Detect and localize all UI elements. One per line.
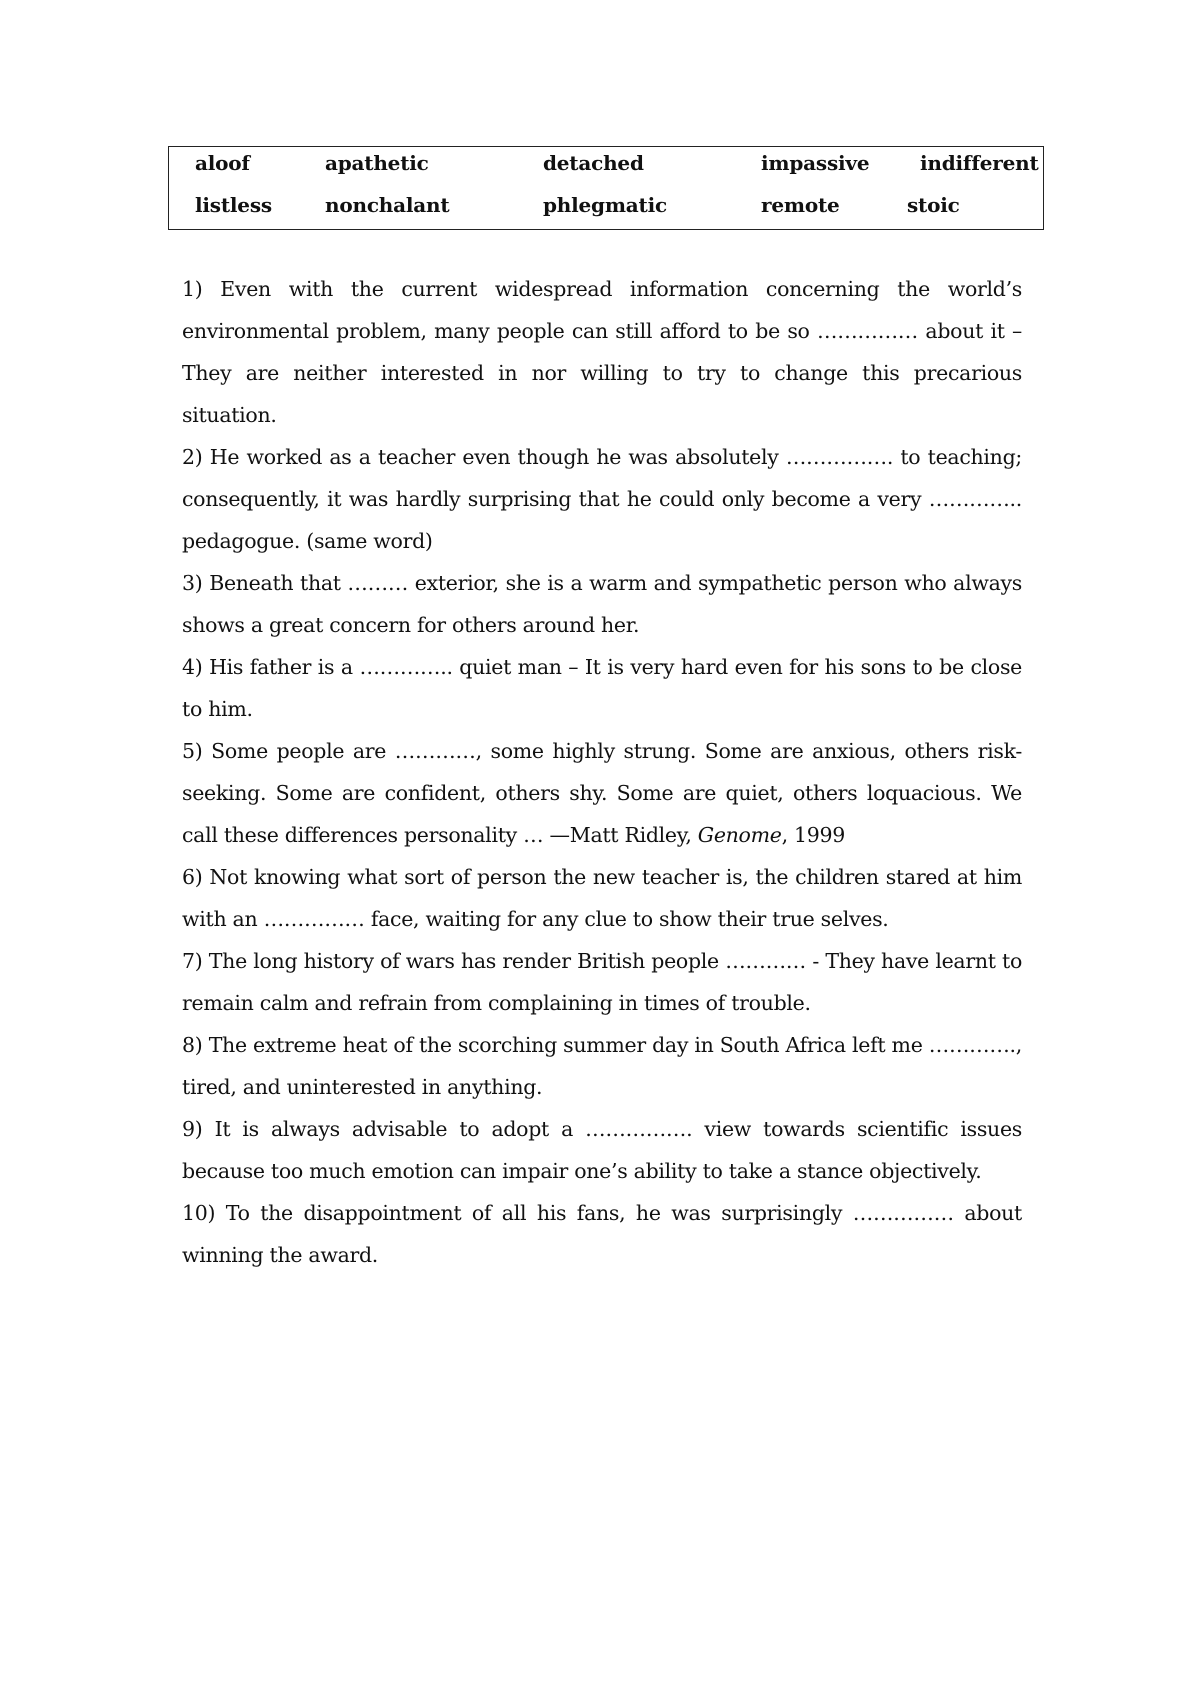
question-item [182, 1108, 1022, 1192]
question-number: 8) [182, 1033, 203, 1057]
question-item [182, 856, 1022, 940]
question-number: 6) [182, 865, 203, 889]
word-bank-word: phlegmatic [543, 193, 667, 217]
question-text: The extreme heat of the scorching summer day in South Africa left me …………., tired, and uninterested in anything. [182, 1033, 1022, 1099]
question-item [182, 1192, 1022, 1276]
word-bank-word: nonchalant [325, 193, 450, 217]
question-text: To the disappointment of all his fans, he was surprisingly …………… about winning the award. [182, 1201, 1022, 1267]
question-number: 7) [182, 949, 203, 973]
word-bank-word: aloof [195, 151, 250, 175]
word-bank-word: remote [761, 193, 840, 217]
question-item [182, 436, 1022, 562]
question-text: It is always advisable to adopt a ……………. view towards scientific issues because too much emotion can impair one’s ability to take a stance objectively. [182, 1117, 1023, 1183]
question-number: 2) [182, 445, 203, 469]
question-item [182, 730, 1022, 856]
question-item [182, 562, 1022, 646]
word-bank-word: apathetic [325, 151, 429, 175]
question-text: His father is a ………….. quiet man – It is very hard even for his sons to be close to him. [182, 655, 1023, 721]
book-title: Genome [697, 823, 782, 847]
word-bank-word: detached [543, 151, 644, 175]
question-text: He worked as a teacher even though he was absolutely ……………. to teaching; consequently, it was hardly surprising that he could only become a very ………….. pedagogue. (same word) [182, 445, 1023, 553]
word-bank-word: listless [195, 193, 272, 217]
question-number: 9) [182, 1117, 203, 1141]
question-list [182, 268, 1022, 1276]
question-text: Some people are …………, some highly strung. Some are anxious, others risk-seeking. Some are confident, others shy. Some are quiet, others loquacious. We call these differences personality … —Matt Ridley, [182, 739, 1022, 847]
question-item [182, 940, 1022, 1024]
question-text: Beneath that ……… exterior, she is a warm and sympathetic person who always shows a great concern for others around her. [182, 571, 1022, 637]
word-bank-word: impassive [761, 151, 870, 175]
question-text-tail: , 1999 [781, 823, 845, 847]
word-bank-word: stoic [907, 193, 960, 217]
question-text: Even with the current widespread information concerning the world’s environmental problem, many people can still afford to be so …………… about it – They are neither interested in nor willing to try to change this precarious situation. [182, 277, 1022, 427]
word-bank-row-2 [169, 193, 1043, 223]
word-bank-word: indifferent [920, 151, 1039, 175]
question-item [182, 1024, 1022, 1108]
question-number: 1) [182, 277, 203, 301]
question-number: 3) [182, 571, 203, 595]
question-number: 4) [182, 655, 203, 679]
question-text: Not knowing what sort of person the new teacher is, the children stared at him with an …………… face, waiting for any clue to show their true selves. [182, 865, 1023, 931]
word-bank-row-1 [169, 151, 1043, 181]
question-item [182, 268, 1022, 436]
question-number: 10) [182, 1201, 216, 1225]
question-item [182, 646, 1022, 730]
question-text: The long history of wars has render British people ………… - They have learnt to remain calm and refrain from complaining in times of trouble. [182, 949, 1022, 1015]
word-bank-box [168, 146, 1044, 230]
question-number: 5) [182, 739, 203, 763]
